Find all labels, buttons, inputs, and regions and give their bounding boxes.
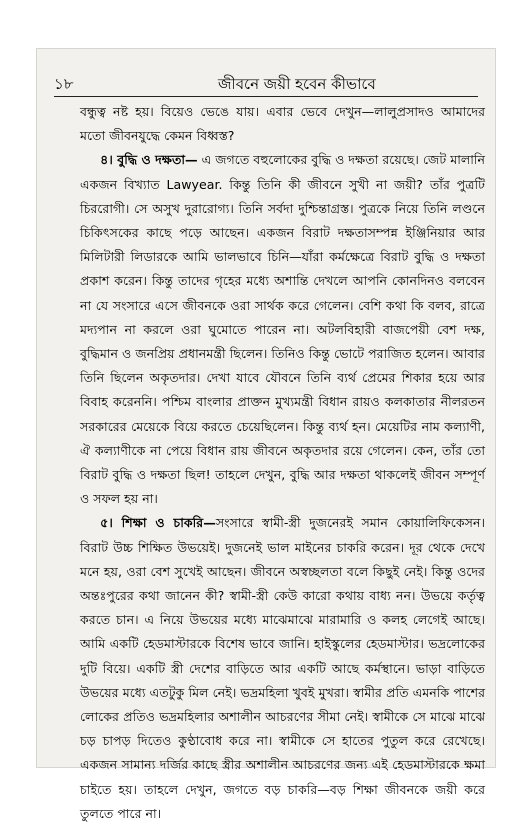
header-rule: [54, 96, 478, 97]
paragraph-3: [80, 511, 485, 826]
paragraph-2: [80, 148, 485, 511]
section-heading-intelligence: ৪। বুদ্ধি ও দক্ষতা—: [100, 152, 198, 168]
paragraph-2-text: এ জগতে বহুলোকের বুদ্ধি ও দক্ষতা রয়েছে। জেট মালানি একজন বিখ্যাত Lawyear. কিন্তু তিনি কী জীবনে সুখী না জয়ী? তাঁর পুত্রটি চিররোগী। সে অসুখ দুরারোগ্য। তিনি সর্বদা দুশ্চিন্তাগ্রস্ত। পুত্রকে নিয়ে তিনি লণ্ডনে চিকিৎসকের কাছে পড়ে আছেন। একজন বিরাট দক্ষতাসম্পন্ন ইঞ্জিনিয়ার আর মিলিটারী লিডারকে আমি ভালভাবে চিনি—যাঁরা কর্মক্ষেত্রে বিরাট বুদ্ধি ও দক্ষতা প্রকাশ করেন। কিন্তু তাদের গৃহের মধ্যে অশান্তি দেখলে আপনি কোনদিনও বলবেন না যে সংসারে এসে জীবনকে ওরা সার্থক করে গেলেন। বেশি কথা কি বলব, রাত্রে মদ্যপান না করলে ওরা ঘুমোতে পারেন না। অটলবিহারী বাজপেয়ী বেশ দক্ষ, বুদ্ধিমান ও জনপ্রিয় প্রধানমন্ত্রী ছিলেন। তিনিও কিন্তু ভোটে পরাজিত হলেন। আবার তিনি ছিলেন অকৃতদার। দেখা যাবে যৌবনে তিনি ব্যর্থ প্রেমের শিকার হয়ে আর বিবাহ করেননি। পশ্চিম বাংলার প্রাক্তন মুখ্যমন্ত্রী বিধান রায়ও কলকাতার নীলরতন সরকারের মেয়েকে বিয়ে করতে চেয়েছিলেন। কিন্তু ব্যর্থ হন। মেয়েটির নাম কল্যাণী, ঐ কল্যাণীকে না পেয়ে বিধান রায় জীবনে অকৃতদার রয়ে গেলেন। কেন, তাঁর তো বিরাট বুদ্ধি ও দক্ষতা ছিল! তাহলে দেখুন, বুদ্ধি আর দক্ষতা থাকলেই জীবন সম্পূর্ণ ও সফল হয় না।: [80, 152, 486, 507]
page-number: ১৮: [54, 75, 74, 93]
running-title: জীবনে জয়ী হবেন কীভাবে: [218, 75, 376, 93]
page-header: [40, 74, 480, 96]
paragraph-1: [80, 100, 485, 148]
section-heading-education: ৫। শিক্ষা ও চাকরি—: [100, 515, 216, 531]
paragraph-1-text: বন্ধুত্ব নষ্ট হয়। বিয়েও ভেঙে যায়। এবার ভেবে দেখুন—লালুপ্রসাদও আমাদের মতো জীবনযুদ্ধে কেমন বিধ্বস্ত?: [80, 104, 485, 144]
body-text: [80, 100, 485, 826]
paragraph-3-text: সংসারে স্বামী-স্ত্রী দুজনেরই সমান কোয়ালিফিকেসন। বিরাট উচ্চ শিক্ষিত উভয়েই। দুজনেই ভাল মাইনের চাকরি করেন। দূর থেকে দেখে মনে হয়, ওরা বেশ সুখেই আছেন। জীবনে অস্বচ্ছলতা বলে কিছুই নেই। কিন্তু ওদের অন্তঃপুরের কথা জানেন কী? স্বামী-স্ত্রী কেউ কারো কথায় বাধ্য নন। উভয়ে কর্তৃত্ব করতে চান। এ নিয়ে উভয়ের মধ্যে মাঝেমাঝে মারামারি ও কলহ লেগেই আছে। আমি একটি হেডমাস্টারকে বিশেষ ভাবে জানি। হাইস্কুলের হেডমাস্টার। ভদ্রলোকের দুটি বিয়ে। একটি স্ত্রী দেশের বাড়িতে আর একটি আছে কর্মস্থানে। ভাড়া বাড়িতে উভয়ের মধ্যে এতটুকু মিল নেই। ভদ্রমহিলা খুবই মুখরা। স্বামীর প্রতি এমনকি পাশের লোকের প্রতিও ভদ্রমহিলার অশালীন আচরণের সীমা নেই। স্বামীকে সে মাঝে মাঝে চড় চাপড় দিতেও কুণ্ঠাবোধ করে না। স্বামীকে সে হাতের পুতুল করে রেখেছে। একজন সামান্য দর্জির কাছে স্ত্রীর অশালীন আচরণের জন্য এই হেডমাস্টারকে ক্ষমা চাইতে হয়। তাহলে দেখুন, জগতে বড় চাকরি—বড় শিক্ষা জীবনকে জয়ী করে তুলতে পারে না।: [80, 515, 485, 821]
